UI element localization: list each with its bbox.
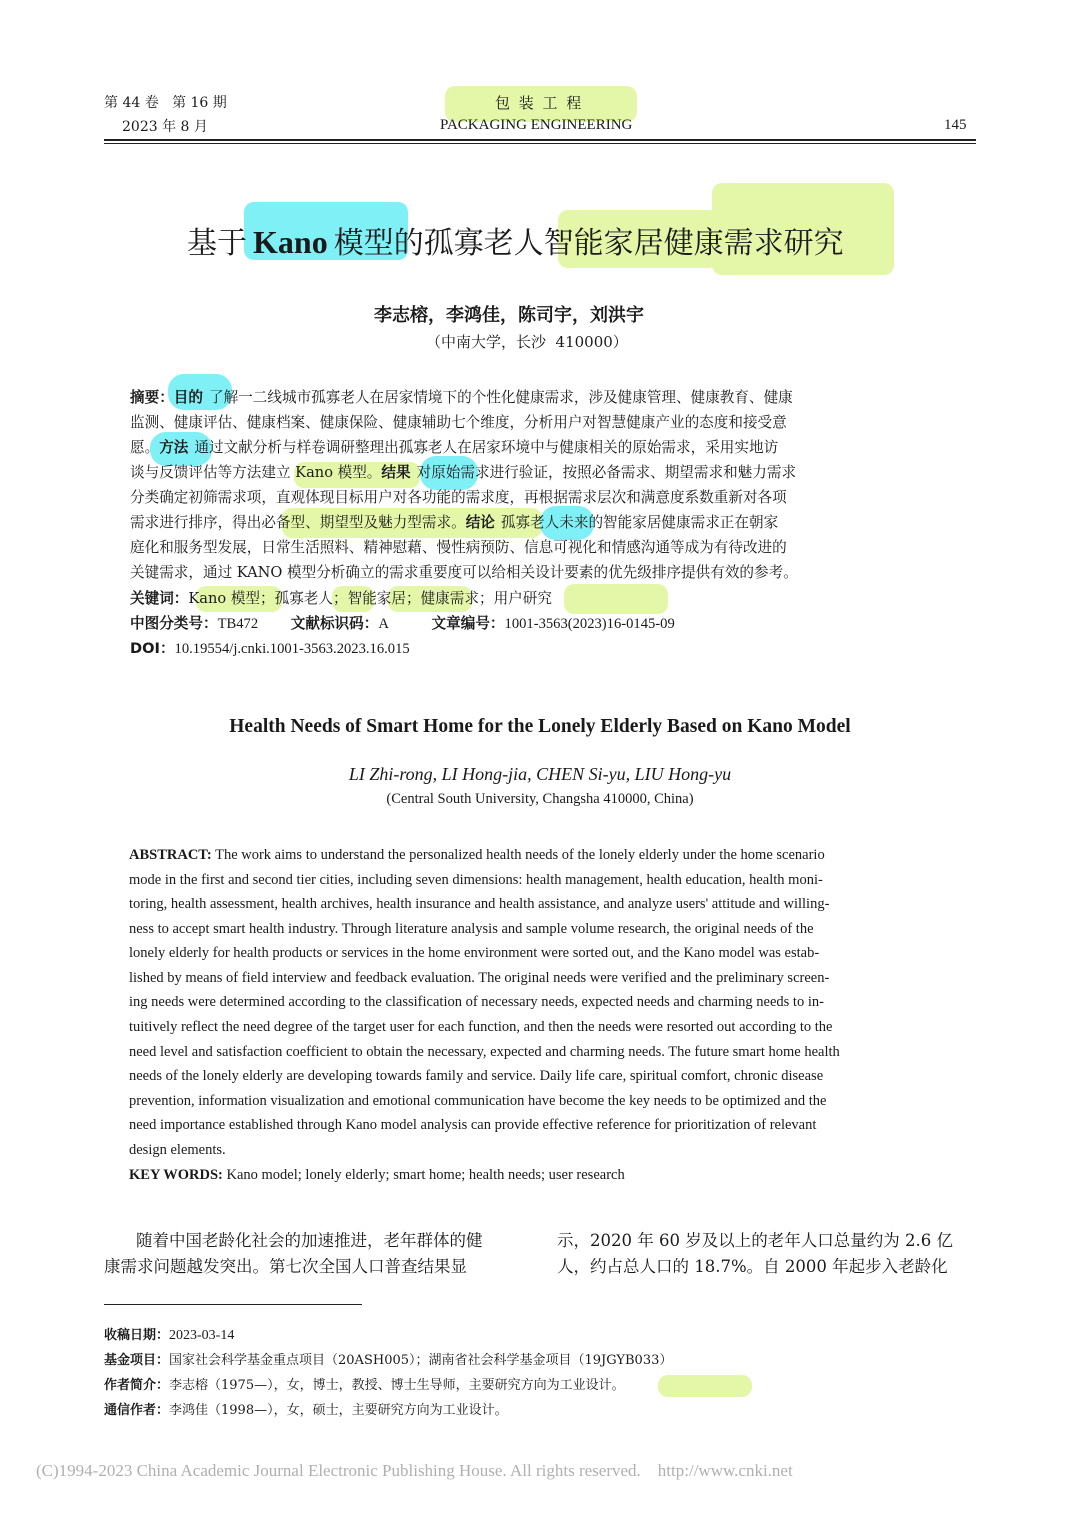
- authors-cn: 李志榕，李鸿佳，陈司宇，刘洪宇: [374, 305, 644, 326]
- abstract-text-3b: 通过文献分析与样卷调研整理出孤寡老人在居家环境中与健康相关的原始需求，采用实地访: [194, 439, 779, 456]
- purpose-label: 目的: [173, 389, 203, 406]
- doc-code-label: 文献标识码：: [290, 615, 379, 632]
- abstract-cn-line-4: [130, 461, 950, 485]
- title-part2: 模型: [333, 226, 394, 261]
- english-abstract-line-10: needs of the lonely elderly are developing towards family and service. Daily life care, spiritual comfort, chronic disease: [129, 1068, 824, 1084]
- english-abstract-text-1: The work aims to understand the personalized health needs of the lonely elderly under the home scenario: [215, 847, 825, 863]
- abstract-cn-line-1: [130, 386, 950, 410]
- abstract-text-1: 了解一二线城市孤寡老人在居家情境下的个性化健康需求，涉及健康管理、健康教育、健康: [209, 389, 793, 406]
- journal-title-en: PACKAGING ENGINEERING: [440, 117, 633, 133]
- bio-label: 作者简介：: [104, 1378, 170, 1393]
- footnote-received: [104, 1326, 234, 1346]
- paper-title: [187, 218, 844, 262]
- abstract-cn-line-2: 监测、健康评估、健康档案、健康保险、健康辅助七个维度，分析用户对智慧健康产业的态度和接受意: [130, 414, 787, 431]
- title-part4: 智能家居: [543, 226, 664, 261]
- header-rule-thin: [104, 143, 976, 144]
- english-abstract-line-6: lished by means of field interview and feedback evaluation. The original needs were verified and the preliminary screen-: [129, 970, 830, 986]
- english-abstract-line-13: design elements.: [129, 1142, 226, 1158]
- keywords-label: 关键词：: [130, 590, 189, 607]
- english-abstract-line-8: tuitively reflect the need degree of the target user for each function, and then the needs were resorted out according to the: [129, 1019, 833, 1035]
- keyword-3: 智能家居；: [347, 590, 421, 607]
- english-affiliation: (Central South University, Changsha 410000, China): [386, 791, 694, 807]
- english-abstract-line-11: prevention, information visualization and emotional communication have become the key needs to be optimized and the: [129, 1093, 827, 1109]
- title-part1: 基于: [187, 226, 247, 261]
- copyright-notice: (C)1994-2023 China Academic Journal Electronic Publishing House. All rights reserved. http://www.cnki.net: [36, 1461, 793, 1480]
- keywords-cn: [130, 587, 950, 611]
- abstract-cn-line-3: [130, 436, 950, 460]
- title-part5: 健康需求研究: [663, 226, 844, 261]
- publish-date: 2023 年 8 月: [122, 119, 208, 135]
- english-abstract-line-3: toring, health assessment, health archives, health insurance and health assistance, and analyze users' attitude and willing-: [129, 896, 830, 912]
- abstract-text-6a: 需求进行排序，得出: [130, 514, 262, 531]
- english-abstract-line-4: ness to accept smart health industry. Through literature analysis and sample volume research, the original needs of the: [129, 921, 814, 937]
- footnote-bio: [104, 1376, 625, 1396]
- title-kano: Kano: [253, 224, 328, 260]
- keyword-4: 健康需求；: [420, 590, 494, 607]
- english-abstract-line-12: need importance established through Kano model analysis can provide effective reference for prioritization of relevant: [129, 1117, 817, 1133]
- keyword-1: Kano 模型；: [188, 590, 275, 607]
- body-left-line-1: 随着中国老龄化社会的加速推进，老年群体的健: [136, 1231, 483, 1250]
- doc-code-value: A: [378, 616, 389, 632]
- result-label: 结果: [381, 464, 411, 481]
- english-abstract-line-1: [129, 843, 949, 867]
- abstract-text-4a: 谈与反馈评估等方法: [130, 464, 262, 481]
- corr-text: 李鸿佳（1998—），女，硕士，主要研究方向为工业设计。: [169, 1403, 508, 1418]
- classification-row: [130, 612, 950, 636]
- english-keywords-text: Kano model; lonely elderly; smart home; health needs; user research: [226, 1167, 625, 1183]
- english-abstract-line-2: mode in the first and second tier cities, including seven dimensions: health management, health education, health moni-: [129, 872, 823, 888]
- affiliation-cn: （中南大学，长沙 410000）: [426, 333, 628, 351]
- header-rule-thick: [104, 139, 976, 141]
- highlight-bio: [658, 1375, 752, 1397]
- footnote-correspondence: [104, 1401, 508, 1421]
- body-right-line-2: 人，约占总人口的 18.7%。自 2000 年起步入老龄化: [557, 1257, 948, 1276]
- english-abstract-line-7: ing needs were determined according to the classification of necessary needs, expected needs and charming needs to in-: [129, 994, 824, 1010]
- footnote-fund: [104, 1351, 672, 1371]
- abstract-label: 摘要：: [130, 389, 174, 406]
- article-no-label: 文章编号：: [431, 615, 505, 632]
- keyword-2: 孤寡老人；: [274, 590, 348, 607]
- page-number: 145: [944, 117, 967, 133]
- title-part3: 的孤寡老人: [393, 226, 544, 261]
- english-abstract-line-5: lonely elderly for health products or services in the home environment were sorted out, and the Kano model was estab-: [129, 945, 820, 961]
- fund-text: 国家社会科学基金重点项目（20ASH005）；湖南省社会科学基金项目（19JGYB033）: [169, 1353, 673, 1368]
- body-right-line-1: 示，2020 年 60 岁及以上的老年人口总量约为 2.6 亿: [557, 1231, 953, 1250]
- abstract-cn-line-6: [130, 511, 950, 535]
- english-abstract-label: ABSTRACT:: [129, 847, 212, 863]
- corr-label: 通信作者：: [104, 1403, 170, 1418]
- bio-text-b: 为工业设计。: [546, 1378, 625, 1393]
- conclusion-label: 结论: [465, 514, 495, 531]
- english-abstract-line-9: need level and satisfaction coefficient to obtain the necessary, expected and charming needs. The future smart home health: [129, 1044, 840, 1060]
- clc-value: TB472: [217, 616, 259, 632]
- english-keywords-label: KEY WORDS:: [129, 1167, 223, 1183]
- english-keywords: [129, 1163, 949, 1187]
- bio-text-a: 李志榕（1975—），女，博士，教授、博士生导师，主要研究方向: [169, 1378, 547, 1393]
- abstract-cn-line-5: 分类确定初筛需求项，直观体现目标用户对各功能的需求度，再根据需求层次和满意度系数重新对各项: [130, 489, 787, 506]
- body-left-line-2: 康需求问题越发突出。第七次全国人口普查结果显: [104, 1257, 467, 1276]
- abstract-cn-line-7: 庭化和服务型发展，日常生活照料、精神慰藉、慢性病预防、信息可视化和情感沟通等成为有待改进的: [130, 539, 787, 556]
- abstract-text-4c: 对原始需求进行验证，按照必备需求、期望需求和魅力需求: [416, 464, 797, 481]
- abstract-text-3a: 愿。: [130, 439, 160, 456]
- clc-label: 中图分类号：: [130, 615, 218, 632]
- english-title: Health Needs of Smart Home for the Lonely Elderly Based on Kano Model: [229, 716, 851, 737]
- received-date: 2023-03-14: [169, 1328, 235, 1343]
- abstract-cn-line-8: 关键需求，通过 KANO 模型分析确立的需求重要度可以给相关设计要素的优先级排序提供有效的参考。: [130, 564, 798, 581]
- fund-label: 基金项目：: [104, 1353, 170, 1368]
- doi-value: 10.19554/j.cnki.1001-3563.2023.16.015: [174, 641, 410, 657]
- received-label: 收稿日期：: [104, 1328, 170, 1343]
- keyword-5: 用户研究: [493, 590, 552, 607]
- volume-issue: 第 44 卷 第 16 期: [104, 95, 227, 111]
- abstract-text-4b: 建立 Kano 模型。: [261, 464, 382, 481]
- footnote-rule: [104, 1304, 362, 1305]
- journal-title-cn: 包 装 工 程: [495, 94, 584, 112]
- method-label: 方法: [159, 439, 189, 456]
- abstract-text-6c: 孤寡老人未来的智能家居健康需求正在朝家: [500, 514, 779, 531]
- english-authors: LI Zhi-rong, LI Hong-jia, CHEN Si-yu, LIU Hong-yu: [348, 764, 732, 784]
- doi-label: DOI：: [130, 640, 175, 657]
- article-no-value: 1001-3563(2023)16-0145-09: [504, 616, 675, 632]
- abstract-text-6b: 必备型、期望型及魅力型需求。: [261, 514, 466, 531]
- doi-row: [130, 637, 950, 661]
